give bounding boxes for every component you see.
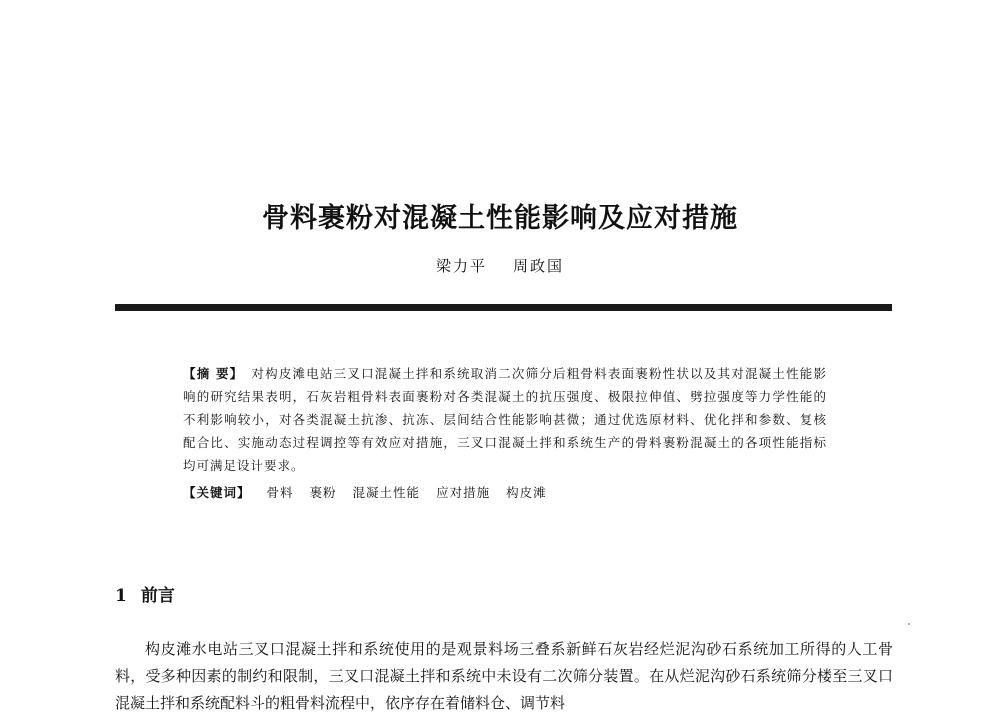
keywords-label: 【关键词】	[183, 485, 251, 500]
section-heading	[115, 581, 175, 606]
section-body-paragraph: 构皮滩水电站三叉口混凝土拌和系统使用的是观景料场三叠系新鲜石灰岩经烂泥沟砂石系统加工所得的人工骨料，受多种因素的制约和限制，三叉口混凝土拌和系统中未设有二次筛分装置。在从烂泥沟砂石系统筛分楼至三叉口混凝土拌和系统配料斗的粗骨料流程中，依序存在着储料仓、调节料	[115, 640, 893, 712]
keyword: 构皮滩	[506, 485, 547, 500]
abstract-text: 对构皮滩电站三叉口混凝土拌和系统取消二次筛分后粗骨料表面裹粉性状以及其对混凝土性能影响的研究结果表明，石灰岩粗骨料表面裹粉对各类混凝土的抗压强度、极限拉伸值、劈拉强度等力学性能的不利影响较小，对各类混凝土抗渗、抗冻、层间结合性能影响甚微；通过优选原材料、优化拌和参数、复核配合比、实施动态过程调控等有效应对措施，三叉口混凝土拌和系统生产的骨料裹粉混凝土的各项性能指标均可满足设计要求。	[183, 366, 827, 473]
abstract-label: 【摘 要】	[183, 366, 244, 381]
paper-title: 骨料裹粉对混凝土性能影响及应对措施	[262, 203, 738, 234]
keywords-block	[183, 483, 827, 503]
keyword: 应对措施	[436, 485, 491, 500]
author-name: 梁力平	[435, 257, 487, 275]
scan-speck	[908, 623, 910, 625]
author-list	[0, 255, 1000, 276]
keyword: 混凝土性能	[352, 485, 421, 500]
abstract-block	[183, 362, 827, 477]
section-number: 1	[115, 586, 127, 606]
keyword: 裹粉	[309, 485, 337, 500]
title-divider	[115, 304, 892, 311]
keyword: 骨料	[266, 485, 294, 500]
author-name: 周政国	[513, 257, 565, 275]
section-title: 前言	[140, 586, 175, 606]
